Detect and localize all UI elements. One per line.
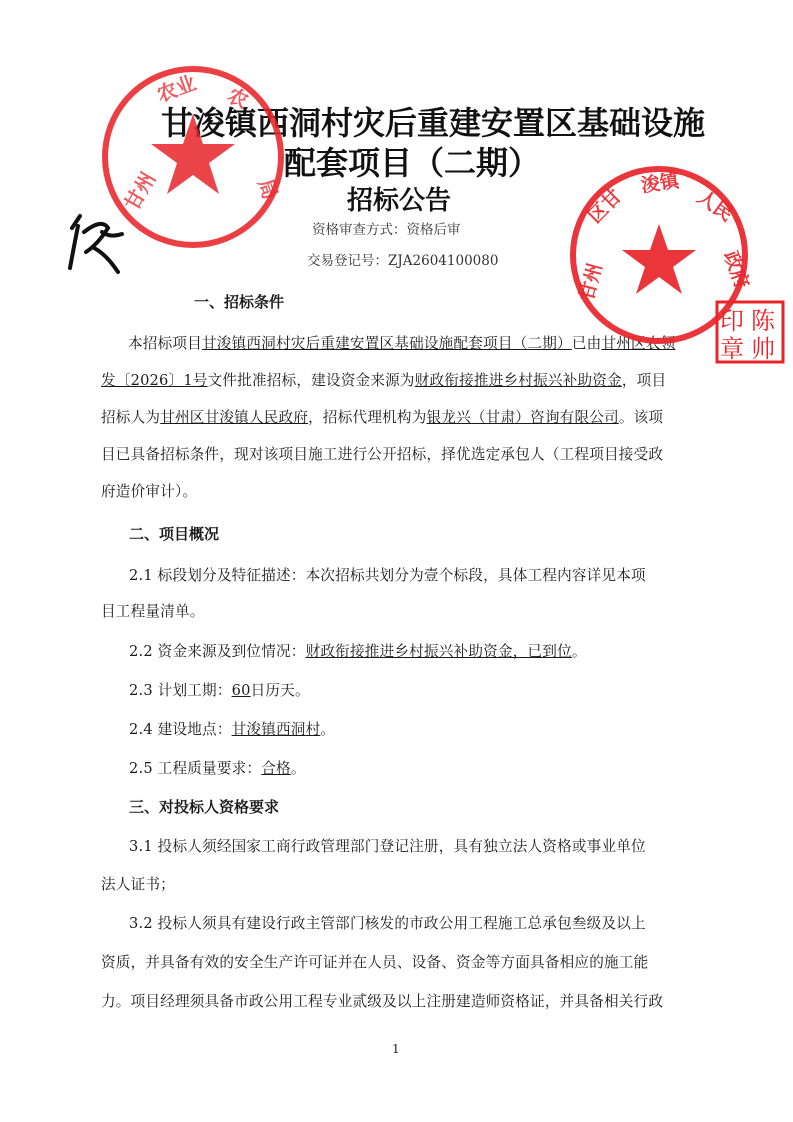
svg-text:章: 章 xyxy=(720,335,744,363)
paragraph-line: 2.4 建设地点：甘浚镇西洞村。 xyxy=(129,721,336,738)
review-method: 资格审查方式：资格后审 xyxy=(312,222,461,238)
svg-text:浚镇: 浚镇 xyxy=(639,169,681,197)
paragraph-line: 3.1 投标人须经国家工商行政管理部门登记注册，具有独立法人资格或事业单位 xyxy=(129,838,646,855)
paragraph-line: 2.2 资金来源及到位情况：财政衔接推进乡村振兴补助资金，已到位。 xyxy=(129,643,587,660)
section-heading: 二、项目概况 xyxy=(129,525,220,543)
doc-title-notice: 招标公告 xyxy=(347,186,452,216)
paragraph-line: 本招标项目甘浚镇西洞村灾后重建安置区基础设施配套项目（二期）已由甘州区农领 xyxy=(128,335,676,352)
svg-text:陈: 陈 xyxy=(751,307,775,335)
doc-title-line2: 配套项目（二期） xyxy=(284,144,541,182)
paragraph-line: 府造价审计）。 xyxy=(101,483,198,500)
section-heading: 一、招标条件 xyxy=(194,293,285,311)
svg-text:甘州: 甘州 xyxy=(575,260,607,304)
section-heading: 三、对投标人资格要求 xyxy=(129,798,280,816)
svg-text:农业: 农业 xyxy=(153,70,200,107)
paragraph-line: 法人证书； xyxy=(101,876,175,893)
personal-seal xyxy=(715,300,785,364)
svg-text:区甘: 区甘 xyxy=(583,185,627,228)
paragraph-line: 资质，并具备有效的安全生产许可证并在人员、设备、资金等方面具备相应的施工能 xyxy=(101,954,649,971)
svg-text:帅: 帅 xyxy=(751,335,775,363)
svg-text:局: 局 xyxy=(253,175,283,203)
svg-text:印: 印 xyxy=(720,307,744,335)
paragraph-line: 3.2 投标人须具有建设行政主管部门核发的市政公用工程施工总承包叁级及以上 xyxy=(129,915,646,932)
svg-text:农: 农 xyxy=(223,82,253,113)
paragraph-line: 力。项目经理须具备市政公用工程专业贰级及以上注册建造师资格证，并具备相关行政 xyxy=(101,993,664,1010)
svg-text:政府: 政府 xyxy=(719,248,753,292)
paragraph-line: 目工程量清单。 xyxy=(101,603,205,620)
paragraph-line: 目已具备招标条件，现对该项目施工进行公开招标，择优选定承包人（工程项目接受政 xyxy=(101,446,664,463)
doc-title-line1: 甘浚镇西洞村灾后重建安置区基础设施 xyxy=(161,104,706,142)
paragraph-line: 发〔2026〕1号文件批准招标，建设资金来源为财政衔接推进乡村振兴补助资金，项目 xyxy=(101,372,667,389)
handwritten-signature xyxy=(62,208,132,278)
paragraph-line: 2.3 计划工期：60日历天。 xyxy=(129,682,310,699)
paragraph-line: 2.1 标段划分及特征描述：本次招标共划分为壹个标段，具体工程内容详见本项 xyxy=(129,567,646,584)
svg-text:人民: 人民 xyxy=(693,186,737,226)
svg-text:甘州: 甘州 xyxy=(119,167,161,215)
paragraph-line: 招标人为甘州区甘浚镇人民政府，招标代理机构为银龙兴（甘肃）咨询有限公司。该项 xyxy=(101,409,664,426)
page-number: 1 xyxy=(392,1042,400,1056)
registration-number: 交易登记号：ZJA2604100080 xyxy=(307,253,499,269)
paragraph-line: 2.5 工程质量要求：合格。 xyxy=(129,760,306,777)
